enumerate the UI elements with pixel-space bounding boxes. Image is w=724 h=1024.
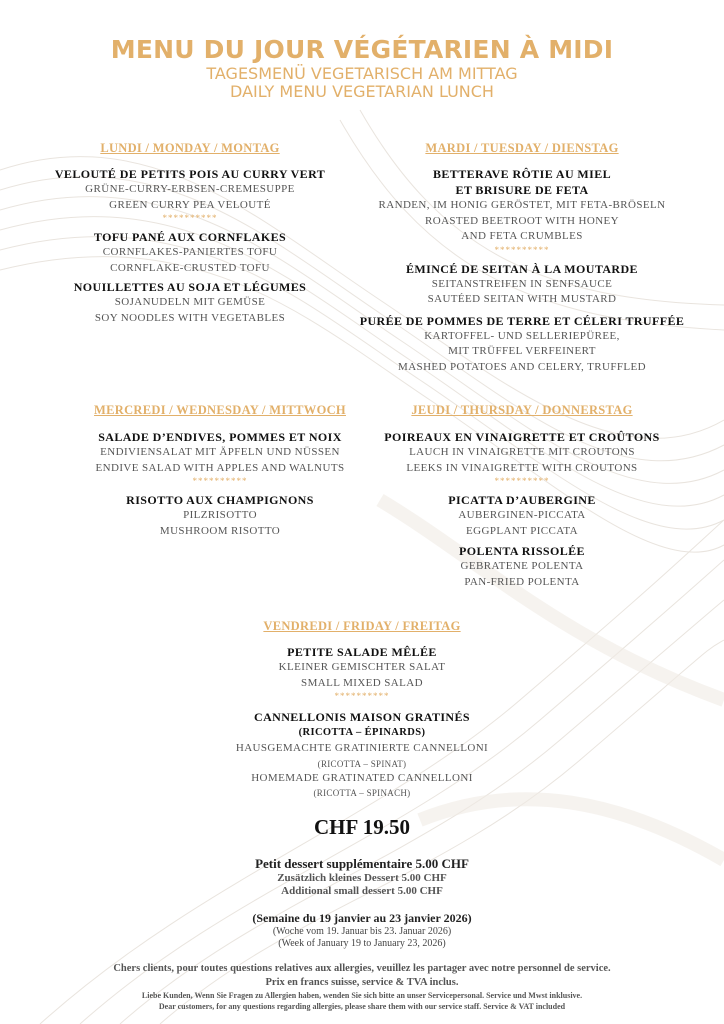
- dish-title: POLENTA RISSOLÉE: [459, 544, 585, 558]
- tuesday-section: [352, 140, 692, 375]
- dish-english: ROASTED BEETROOT WITH HONEY: [424, 214, 620, 227]
- friday-section: [162, 618, 562, 800]
- dish-english: EGGPLANT PICCATA: [466, 524, 578, 537]
- dish-german: SEITANSTREIFEN IN SENFSAUCE: [431, 277, 613, 290]
- dish-title: SALADE D’ENDIVES, POMMES ET NOIX: [98, 430, 342, 444]
- dish-german: SOJANUDELN MIT GEMÜSE: [114, 296, 266, 308]
- dish-german: GEBRATENE POLENTA: [460, 560, 584, 572]
- dish-english: SMALL MIXED SALAD: [301, 676, 423, 689]
- dish-english: MUSHROOM RISOTTO: [159, 524, 281, 537]
- separator: **********: [494, 476, 550, 486]
- dish-english: AND FETA CRUMBLES: [461, 230, 583, 242]
- dish-english: SAUTÉED SEITAN WITH MUSTARD: [427, 293, 617, 305]
- thursday-section: [352, 402, 692, 590]
- separator: **********: [334, 691, 390, 701]
- dish-english: ENDIVE SALAD WITH APPLES AND WALNUTS: [95, 461, 345, 474]
- wednesday-section: [35, 402, 405, 539]
- dish-german: KARTOFFEL- UND SELLERIEPÜREE,: [424, 329, 620, 342]
- dish-english: PAN-FRIED POLENTA: [464, 575, 580, 588]
- dish-german: AUBERGINEN-PICCATA: [458, 509, 586, 521]
- dish-title: TOFU PANÉ AUX CORNFLAKES: [93, 230, 287, 244]
- title-english: DAILY MENU VEGETARIAN LUNCH: [230, 82, 494, 101]
- dish-title: NOUILLETTES AU SOJA ET LÉGUMES: [73, 280, 307, 294]
- monday-section: [40, 140, 340, 326]
- dessert-french: Petit dessert supplémentaire 5.00 CHF: [255, 856, 469, 871]
- day-heading-wednesday: MERCREDI / WEDNESDAY / MITTWOCH: [94, 403, 346, 417]
- dish-german: HAUSGEMACHTE GRATINIERTE CANNELLONI: [235, 742, 489, 754]
- week-german: (Woche vom 19. Januar bis 23. Januar 2026): [272, 926, 452, 937]
- footer-price-french: Prix en francs suisse, service & TVA inclus.: [265, 977, 459, 988]
- dish-title: PETITE SALADE MÊLÉE: [287, 645, 437, 659]
- day-heading-friday: VENDREDI / FRIDAY / FREITAG: [263, 619, 461, 633]
- dish-title: ÉMINCÉ DE SEITAN À LA MOUTARDE: [406, 261, 638, 276]
- dish-german: PILZRISOTTO: [183, 509, 257, 521]
- title-german: TAGESMENÜ VEGETARISCH AM MITTAG: [206, 64, 518, 83]
- week-section: [0, 910, 724, 950]
- separator: **********: [162, 213, 218, 223]
- dish-german: KLEINER GEMISCHTER SALAT: [278, 661, 446, 673]
- separator: **********: [494, 244, 550, 255]
- dish-title: PICATTA D’AUBERGINE: [448, 493, 596, 507]
- dish-english-detail: (RICOTTA – SPINACH): [313, 788, 411, 798]
- dish-german: LAUCH IN VINAIGRETTE MIT CROUTONS: [409, 446, 635, 458]
- dish-title: BETTERAVE RÔTIE AU MIEL: [432, 167, 612, 181]
- dish-german: MIT TRÜFFEL VERFEINERT: [448, 345, 596, 357]
- dessert-german: Zusätzlich kleines Dessert 5.00 CHF: [277, 872, 447, 884]
- footer-allergy-french: Chers clients, pour toutes questions relatives aux allergies, veuillez les partager avec notre personnel de service.: [113, 963, 611, 974]
- dish-german: RANDEN, IM HONIG GERÖSTET, MIT FETA-BRÖSELN: [378, 199, 666, 211]
- dish-title: PURÉE DE POMMES DE TERRE ET CÉLERI TRUFFÉE: [359, 313, 685, 328]
- title-french: MENU DU JOUR VÉGÉTARIEN À MIDI: [110, 35, 614, 64]
- dish-german: ENDIVIENSALAT MIT ÄPFELN UND NÜSSEN: [100, 446, 340, 458]
- dish-german-detail: (RICOTTA – SPINAT): [317, 758, 407, 769]
- dish-english: MASHED POTATOES AND CELERY, TRUFFLED: [398, 360, 646, 373]
- day-heading-thursday: JEUDI / THURSDAY / DONNERSTAG: [411, 403, 633, 417]
- dish-title: VELOUTÉ DE PETITS POIS AU CURRY VERT: [54, 167, 326, 181]
- dish-title: RISOTTO AUX CHAMPIGNONS: [126, 493, 314, 507]
- dish-title: CANNELLONIS MAISON GRATINÉS: [254, 710, 470, 724]
- dish-title: POIREAUX EN VINAIGRETTE ET CROÛTONS: [384, 430, 660, 444]
- dish-english: LEEKS IN VINAIGRETTE WITH CROUTONS: [406, 461, 638, 474]
- dish-english: GREEN CURRY PEA VELOUTÉ: [109, 198, 271, 211]
- dish-german: GRÜNE-CURRY-ERBSEN-CREMESUPPE: [85, 183, 295, 195]
- day-heading-tuesday: MARDI / TUESDAY / DIENSTAG: [425, 141, 619, 155]
- dessert-english: Additional small dessert 5.00 CHF: [281, 885, 443, 897]
- dish-english: CORNFLAKE-CRUSTED TOFU: [110, 261, 270, 274]
- dessert-section: [0, 855, 724, 898]
- dish-english: HOMEMADE GRATINATED CANNELLONI: [251, 771, 473, 784]
- week-english: (Week of January 19 to January 23, 2026): [278, 938, 446, 949]
- dish-german: CORNFLAKES-PANIERTES TOFU: [102, 246, 278, 258]
- menu-price: CHF 19.50: [313, 815, 411, 839]
- dish-title: ET BRISURE DE FETA: [455, 183, 589, 197]
- week-french: (Semaine du 19 janvier au 23 janvier 2026): [252, 911, 472, 925]
- footer-english: Dear customers, for any questions regarding allergies, please share them with our service staff. Service & VAT included: [158, 1002, 566, 1011]
- day-heading-monday: LUNDI / MONDAY / MONTAG: [100, 141, 280, 155]
- separator: **********: [192, 476, 248, 486]
- dish-title-detail: (RICOTTA – ÉPINARDS): [298, 727, 426, 738]
- dish-english: SOY NOODLES WITH VEGETABLES: [94, 311, 286, 324]
- footer-german: Liebe Kunden, Wenn Sie Fragen zu Allergien haben, wenden Sie sich bitte an unser Servicepersonal. Service und Mwst inklusive.: [141, 991, 583, 1000]
- footer: [0, 962, 724, 1012]
